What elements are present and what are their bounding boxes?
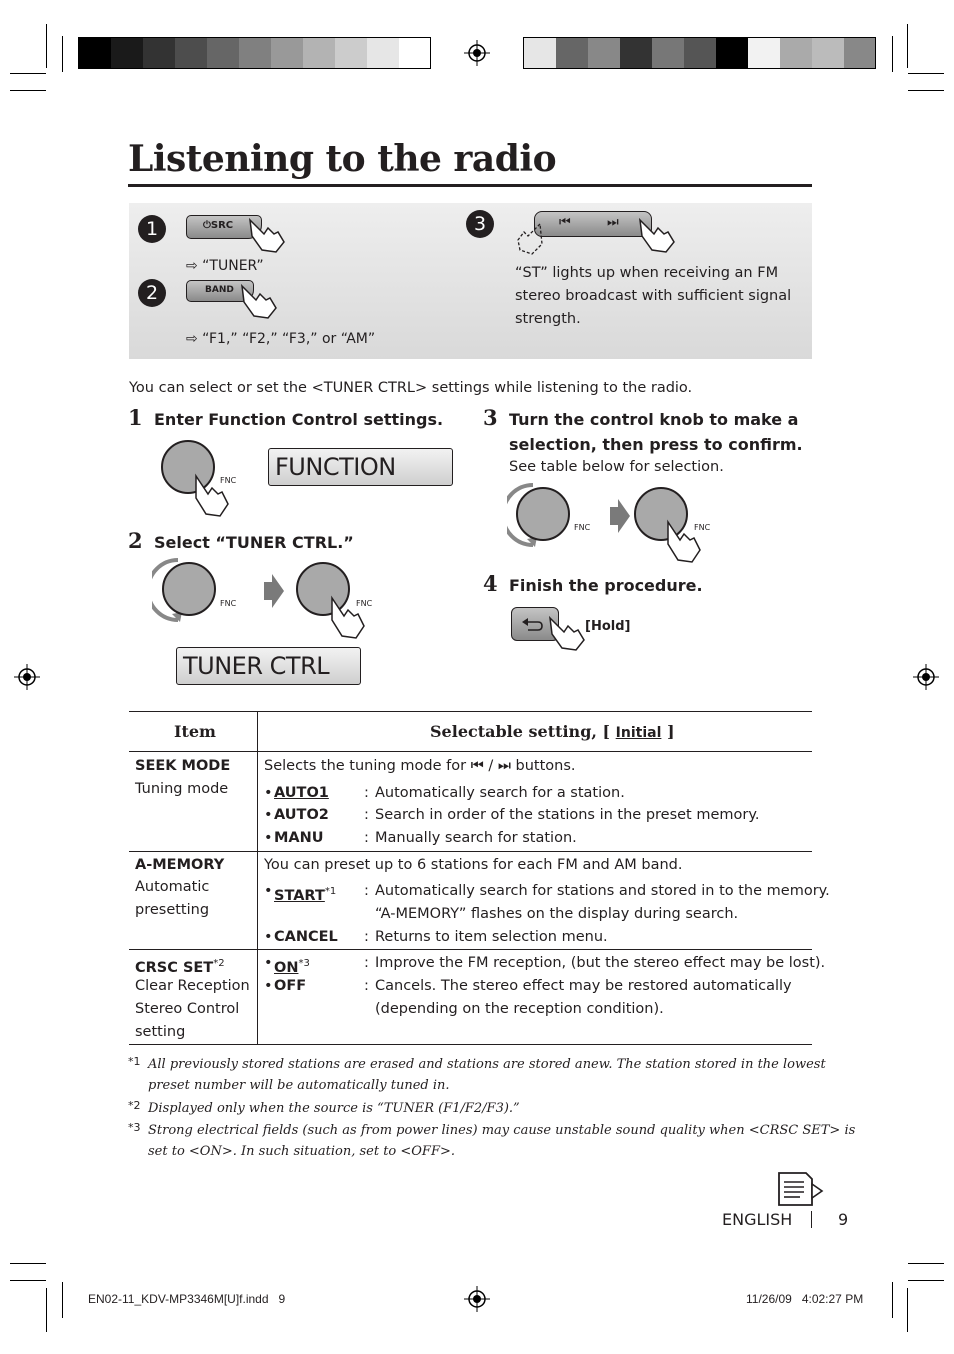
item-name: SEEK MODE [135, 758, 231, 774]
step-3-sub: See table below for selection. [509, 459, 724, 475]
item-sup: *2 [213, 958, 225, 969]
registration-mark-icon [464, 40, 490, 66]
option-bullet: • [264, 978, 273, 994]
crop-mark [908, 73, 944, 74]
back-arrow-icon [522, 616, 544, 632]
option-colon: : [364, 830, 369, 846]
intro-post: buttons. [510, 758, 576, 774]
crop-mark [10, 1280, 46, 1281]
footnote-text: set to <ON>. In such situation, set to <OFF>. [148, 1144, 455, 1159]
registration-mark-icon [14, 664, 40, 690]
step-2-badge: 2 [138, 279, 166, 307]
crop-mark [907, 1288, 908, 1332]
table-rule [129, 751, 812, 752]
option-text: (depending on the reception condition). [375, 1001, 664, 1017]
step-4-number: 4 [483, 571, 498, 596]
src-label: ⏻SRC [203, 220, 234, 231]
option-text: Manually search for station. [375, 830, 577, 846]
prev-icon[interactable]: ⏮ [559, 215, 571, 230]
press-finger-icon [190, 472, 232, 518]
option-text: Automatically search for stations and stored in to the memory. [375, 883, 830, 899]
item-desc: Clear Reception [135, 978, 250, 994]
crop-mark [908, 90, 944, 91]
fnc-label: FNC [574, 523, 591, 532]
next-icon[interactable]: ⏭ [607, 215, 619, 230]
function-display: FUNCTION [268, 448, 453, 486]
registration-mark-icon [464, 1286, 490, 1312]
step-3-number: 3 [483, 405, 498, 430]
option-text: Automatically search for a station. [375, 785, 625, 801]
option-colon: : [364, 807, 369, 823]
intro-pre: Selects the tuning mode for [264, 758, 471, 774]
option-label: ON [274, 959, 299, 976]
table-rule [129, 1044, 812, 1045]
item-desc: setting [135, 1024, 186, 1040]
table-header-item: Item [174, 722, 216, 741]
option-colon: : [364, 955, 369, 971]
footnote-text: All previously stored stations are erased and stations are stored anew. The station stored in the lowest [148, 1057, 826, 1072]
item-desc: Tuning mode [135, 781, 229, 797]
option-label: CANCEL [274, 929, 338, 945]
option-label-group [274, 880, 336, 908]
footnote-mark: *1 [128, 1055, 141, 1068]
step-3-badge: 3 [466, 210, 494, 238]
page-title: Listening to the radio [128, 138, 557, 180]
option-label: MANU [274, 830, 324, 846]
tuner-note: ⇨ “TUNER” [186, 258, 264, 274]
setting-intro: You can preset up to 6 stations for each FM and AM band. [264, 857, 683, 873]
control-knob[interactable] [162, 562, 216, 616]
press-finger-icon [662, 518, 704, 564]
option-text: Cancels. The stereo effect may be restored automatically [375, 978, 792, 994]
title-rule [128, 184, 812, 187]
crop-mark [908, 1280, 944, 1281]
table-rule [129, 711, 812, 712]
crop-mark [10, 90, 46, 91]
crop-mark [62, 36, 63, 72]
option-label: OFF [274, 978, 307, 994]
footnote-text: preset number will be automatically tuned in. [148, 1078, 450, 1093]
crop-mark [10, 1263, 46, 1264]
st-note: “ST” lights up when receiving an FM stereo broadcast with sufficient signal strength. [515, 265, 792, 327]
option-text: “A-MEMORY” flashes on the display during search. [375, 906, 739, 922]
step-3-title-line1: Turn the control knob to make a [509, 410, 799, 429]
fnc-label: FNC [356, 599, 373, 608]
header-close: ] [666, 722, 675, 741]
band-label: BAND [205, 285, 234, 295]
color-bar-right [523, 37, 876, 69]
option-text: Search in order of the stations in the preset memory. [375, 807, 760, 823]
press-finger-icon [634, 214, 676, 254]
option-bullet: • [264, 830, 273, 846]
step-1-title: Enter Function Control settings. [154, 410, 444, 429]
item-desc: Stereo Control [135, 1001, 240, 1017]
table-rule [129, 949, 812, 950]
footnote-text: Strong electrical fields (such as from power lines) may cause unstable sound quality when <CRSC SET> is [148, 1123, 856, 1138]
crop-mark [908, 1263, 944, 1264]
option-label: START [274, 887, 325, 904]
crop-mark [892, 36, 893, 72]
option-bullet: • [264, 807, 273, 823]
footnote-mark: *3 [128, 1121, 141, 1134]
press-finger-icon [236, 280, 278, 320]
option-colon: : [364, 978, 369, 994]
option-label: AUTO2 [274, 807, 329, 823]
fnc-label: FNC [220, 599, 237, 608]
option-sup: *1 [324, 886, 337, 897]
header-setting-text: Selectable setting, [ [430, 722, 611, 741]
setting-intro [264, 755, 576, 778]
table-rule [129, 851, 812, 852]
crop-mark [46, 24, 47, 68]
option-bullet: • [264, 955, 273, 971]
step-2-title: Select “TUNER CTRL.” [154, 533, 354, 552]
fnc-label: FNC [694, 523, 711, 532]
next-arrow-icon [264, 574, 284, 608]
footer-language: ENGLISH [722, 1210, 793, 1229]
fnc-label: FNC [220, 476, 237, 485]
step-2-number: 2 [128, 528, 143, 553]
next-arrow-icon [610, 499, 630, 533]
page-number: 9 [838, 1210, 849, 1229]
band-note: ⇨ “F1,” “F2,” “F3,” or “AM” [186, 331, 376, 347]
color-bar-left [78, 37, 431, 69]
document-icon [776, 1170, 824, 1208]
item-desc: Automatic [135, 879, 210, 895]
intro-text: You can select or set the <TUNER CTRL> settings while listening to the radio. [129, 380, 693, 396]
option-bullet: • [264, 883, 273, 899]
step-1-badge: 1 [138, 215, 166, 243]
hold-label: [Hold] [585, 619, 631, 634]
table-column-rule [257, 711, 258, 1044]
crop-mark [46, 1288, 47, 1332]
press-finger-icon [244, 214, 286, 254]
header-initial: Initial [615, 725, 662, 741]
footnote-mark: *2 [128, 1099, 141, 1112]
crop-mark [10, 73, 46, 74]
crop-mark [907, 24, 908, 68]
option-bullet: • [264, 785, 273, 801]
option-bullet: • [264, 929, 273, 945]
option-sup: *3 [298, 958, 310, 969]
item-name: A-MEMORY [135, 857, 225, 873]
table-header-setting [430, 722, 675, 741]
item-name: CRSC SET [135, 959, 214, 976]
option-text: Returns to item selection menu. [375, 929, 608, 945]
slug-filename: EN02-11_KDV-MP3346M[U]f.indd 9 [88, 1292, 286, 1306]
control-knob[interactable] [516, 487, 570, 541]
footer-divider [811, 1211, 812, 1228]
option-text: Improve the FM reception, (but the stereo effect may be lost). [375, 955, 826, 971]
slug-datetime: 11/26/09 4:02:27 PM [746, 1292, 864, 1306]
crop-mark [892, 1282, 893, 1318]
option-colon: : [364, 883, 369, 899]
option-colon: : [364, 929, 369, 945]
option-colon: : [364, 785, 369, 801]
step-3-title-line2: selection, then press to confirm. [509, 435, 803, 454]
option-label: AUTO1 [274, 785, 329, 801]
press-finger-icon [326, 594, 368, 640]
dashed-finger-icon [514, 220, 548, 256]
crop-mark [62, 1282, 63, 1318]
press-finger-icon [544, 612, 586, 652]
step-4-title: Finish the procedure. [509, 576, 703, 595]
step-1-number: 1 [128, 405, 143, 430]
seek-buttons-icon: ⏮ / ⏭ [470, 758, 511, 774]
item-desc: presetting [135, 902, 210, 918]
tuner-ctrl-display: TUNER CTRL [176, 647, 361, 685]
footnote-text: Displayed only when the source is “TUNER (F1/F2/F3).” [148, 1101, 520, 1116]
registration-mark-icon [913, 664, 939, 690]
